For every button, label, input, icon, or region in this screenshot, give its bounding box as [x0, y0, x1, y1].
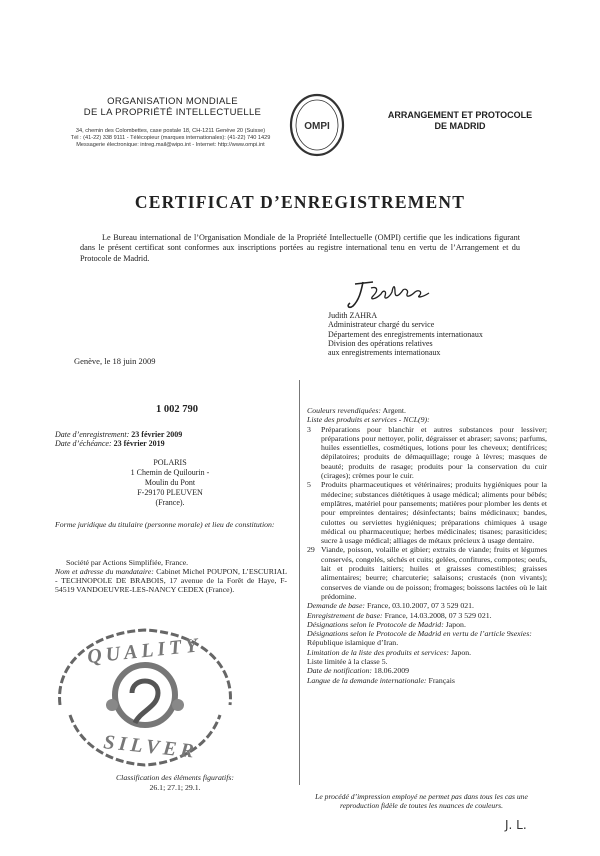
signature-icon	[345, 278, 435, 312]
address-line-1: 34, chemin des Colombettes, case postale 18, CH-1211 Genève 20 (Suisse)	[75, 128, 266, 134]
address-line-3: Messagerie électronique: intreg.mail@wipo.int - Internet: http://www.ompi.int	[76, 142, 265, 149]
holder-address-1: 1 Chemin de Quilourin -	[130, 468, 210, 477]
trademark-figure	[40, 615, 250, 780]
ompi-logo-icon	[286, 92, 348, 158]
goods-class-text: Viande, poisson, volaille et gibier; extraits de viande; fruits et légumes conservés, congelés, séchés et cuits; gelées, confitures, compotes; oeufs, lait et produits laitiers; huiles et graisses comestibles; graisses alimentaires; beurre; charcuterie; salaisons; crustacés (non vivants); conserves de viande ou de poisson; fromages; boissons lactées où le lait prédomine.	[321, 545, 547, 601]
column-divider	[299, 380, 300, 785]
org-line-2: DE LA PROPRIÉTÉ INTELLECTUELLE	[83, 107, 262, 118]
language-row: Langue de la demande internationale: Français	[307, 675, 455, 685]
intro-paragraph: Le Bureau international de l’Organisation Mondiale de la Propriété Intellectuelle (OMPI) certifie que les indications figurant dans le présent certificat sont conformes aux inscriptions portées au registre international tenu en vertu de l’Arrangement et du Protocole de Madrid.	[80, 233, 520, 263]
signatory-role-4: aux enregistrements internationaux	[328, 348, 441, 358]
place-date: Genève, le 18 juin 2009	[74, 356, 156, 366]
signatory-name: Judith ZAHRA	[328, 311, 378, 320]
dates-block	[55, 430, 285, 448]
notification-date-row: Date de notification: 18.06.2009	[307, 666, 410, 676]
signatory-role-2: Département des enregistrements internationaux	[328, 329, 483, 339]
classification-value: 26.1; 27.1; 29.1.	[149, 783, 201, 792]
colors-value: Argent.	[382, 406, 406, 415]
designations-row: Désignations selon le Protocole de Madrid: Japon.	[307, 619, 466, 629]
legal-form-block	[55, 520, 287, 529]
svg-text:SILVER: SILVER	[102, 731, 199, 763]
registration-number: 1 002 790	[156, 404, 198, 415]
mandataire-value: Cabinet Michel POUPON, L’ESCURIAL - TECHNOPOLE DE BRABOIS, 17 avenue de la Forêt de Haye, F-54519 VANDOEUVRE-LES-NANCY CEDEX (France).	[55, 567, 287, 595]
goods-list	[307, 425, 547, 602]
limitation-row: Limitation de la liste des produits et services: Japon.	[307, 647, 472, 657]
signatory-role-3: Division des opérations relatives	[328, 338, 433, 348]
legal-form-label: Forme juridique du titulaire (personne morale) et lieu de constitution:	[55, 520, 275, 529]
goods-item	[307, 545, 547, 601]
registration-date-value: 23 février 2009	[131, 430, 183, 439]
goods-class-number: 3	[307, 424, 311, 434]
colors-row	[307, 406, 547, 415]
goods-list-label: Liste des produits et services - NCL(9):	[307, 415, 430, 425]
legal-form-value: Société par Actions Simplifiée, France.	[66, 558, 189, 567]
arrangement-line-2: DE MADRID	[434, 121, 486, 131]
registration-date-row	[55, 430, 285, 439]
right-column	[307, 406, 547, 685]
colors-label: Couleurs revendiquées:	[307, 406, 381, 415]
goods-class-number: 5	[307, 480, 311, 490]
holder-address-2: Moulin du Pont	[144, 478, 196, 487]
goods-class-text: Produits pharmaceutiques et vétérinaires; produits hygiéniques pour la médecine; substances diététiques à usage médical; aliments pour bébés; emplâtres, matériel pour pansements; matières pour plomber les dents et pour empreintes dentaires; désinfectants; bains médicinaux; bandes, culottes ou serviettes hygiéniques; préparations chimiques à usage médical ou pharmaceutique; herbes médicinales; tisanes; parasiticides; sucre à usage médical; alliages de métaux précieux à usage dentaire.	[321, 480, 547, 546]
basic-application-row: Demande de base: France, 03.10.2007, 07 3 529 021.	[307, 601, 474, 611]
classification-block	[75, 773, 275, 793]
holder-address-3: F-29170 PLEUVEN	[137, 488, 203, 497]
logo-text: OMPI	[304, 121, 330, 132]
holder-name: POLARIS	[153, 458, 187, 467]
expiry-date-value: 23 février 2019	[113, 439, 165, 449]
ompi-logo	[286, 92, 348, 163]
organization-address	[58, 128, 283, 150]
signatory-block	[328, 311, 538, 357]
expiry-date-label: Date d’échéance:	[55, 439, 112, 449]
svg-text:QUALITY: QUALITY	[86, 634, 203, 668]
expiry-date-row	[55, 439, 285, 448]
org-line-1: ORGANISATION MONDIALE	[107, 96, 238, 107]
trademark-seal-icon	[40, 615, 250, 775]
goods-class-number: 29	[307, 545, 315, 555]
limitation-detail: Liste limitée à la classe 5.	[307, 657, 388, 667]
handwritten-initials: J. L.	[505, 818, 527, 832]
goods-class-text: Préparations pour blanchir et autres substances pour lessiver; préparations pour nettoyer, polir, dégraisser et abraser; savons; parfums, huiles essentielles, cosmétiques, lotions pour les cheveux; dentifrices; dépilatoires; produits de démaquillage; rouge à lèvres; masques de beauté; produits de rasage; produits pour la conservation du cuir (cirages); crèmes pour le cuir.	[321, 424, 547, 481]
goods-item	[307, 480, 547, 545]
arrangement-title	[375, 110, 545, 132]
arrangement-line-1: ARRANGEMENT ET PROTOCOLE	[387, 110, 533, 120]
holder-country: (France).	[155, 498, 185, 507]
registration-date-label: Date d’enregistrement:	[55, 430, 130, 439]
address-line-2: Tél : (41-22) 338 9111 - Télécopieur (marques internationales): (41-22) 740 1429	[70, 135, 271, 142]
mandataire-block	[55, 567, 287, 595]
mandataire-label: Nom et adresse du mandataire:	[55, 567, 154, 576]
holder-block	[55, 458, 285, 508]
goods-item	[307, 425, 547, 481]
organization-name	[70, 96, 275, 118]
certificate-title: CERTIFICAT D’ENREGISTREMENT	[134, 192, 466, 212]
signatory-role-1: Administrateur chargé du service	[328, 320, 435, 330]
basic-registration-row: Enregistrement de base: France, 14.03.2008, 07 3 529 021.	[307, 610, 492, 620]
footnote: Le procédé d’impression employé ne permet pas dans tous les cas une reproduction fidèle de toutes les nuances de couleurs.	[315, 792, 528, 811]
designations-9sexies-row: Désignations selon le Protocole de Madrid en vertu de l’article 9sexies: République islamique d’Iran.	[307, 629, 532, 648]
classification-label: Classification des éléments figuratifs:	[115, 773, 235, 782]
